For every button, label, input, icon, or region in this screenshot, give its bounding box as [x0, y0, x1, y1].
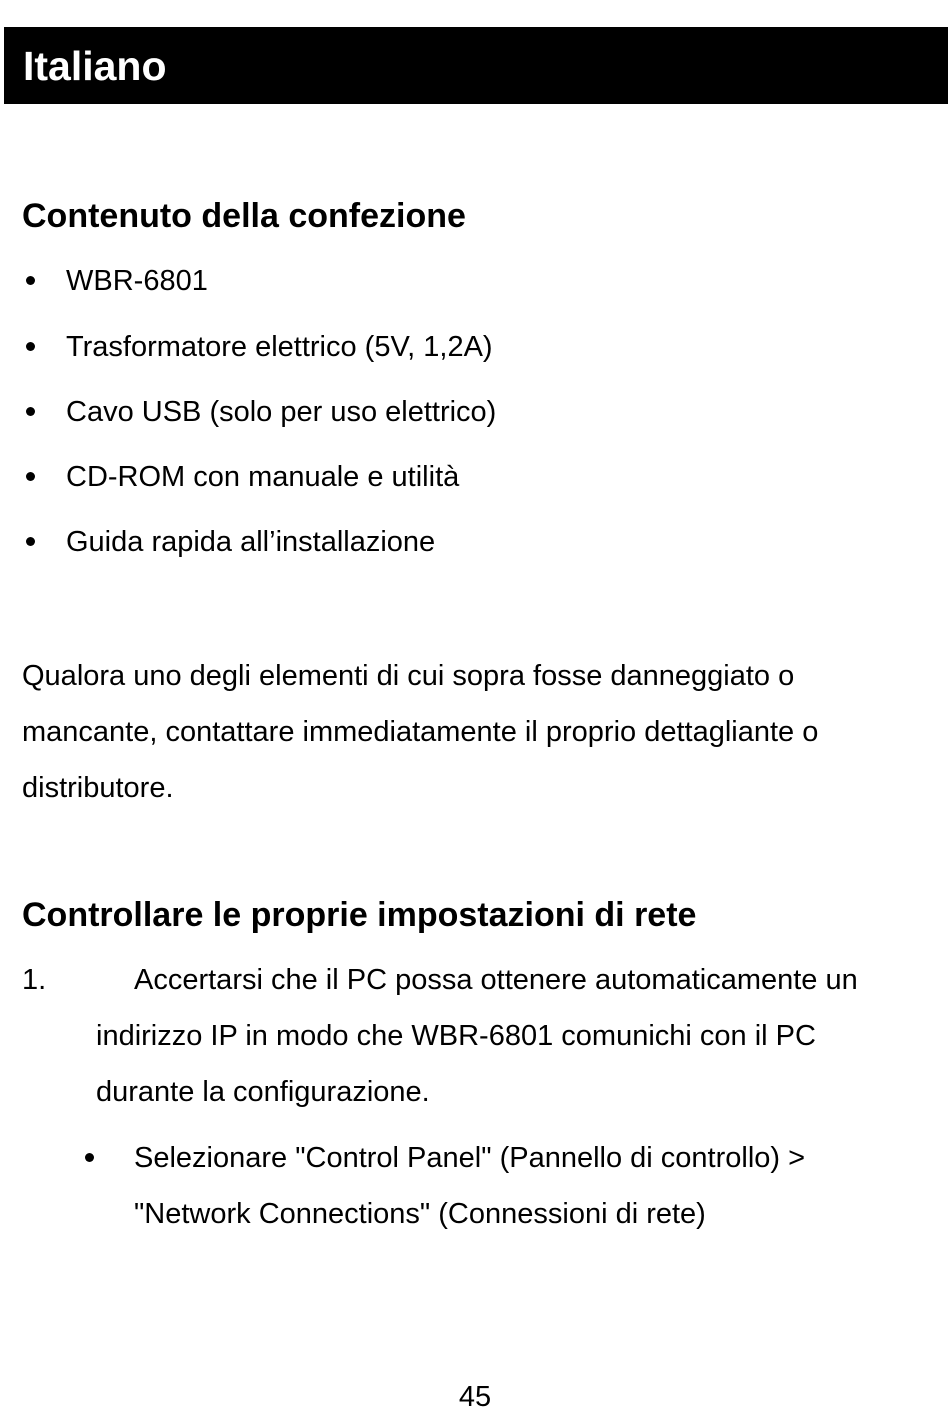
missing-items-note	[22, 648, 922, 816]
bullet-icon	[26, 537, 35, 546]
step-text	[96, 952, 926, 1120]
list-item	[0, 522, 950, 562]
sub-bullet-item	[0, 1130, 950, 1250]
sub-bullet-text	[134, 1130, 805, 1242]
list-item	[0, 327, 950, 367]
list-item-text: Trasformatore elettrico (5V, 1,2A)	[66, 331, 493, 363]
step-line: Accertarsi che il PC possa ottenere automaticamente un	[134, 964, 858, 996]
package-contents-heading: Contenuto della confezione	[22, 197, 466, 235]
note-line: Qualora uno degli elementi di cui sopra fosse danneggiato o	[22, 660, 795, 692]
network-settings-heading: Controllare le proprie impostazioni di rete	[22, 896, 697, 934]
list-item	[0, 457, 950, 497]
list-item-text: CD-ROM con manuale e utilità	[66, 461, 460, 493]
list-item-text: WBR-6801	[66, 265, 208, 297]
list-item-text: Cavo USB (solo per uso elettrico)	[66, 396, 497, 428]
bullet-icon	[85, 1153, 94, 1162]
list-item	[0, 261, 950, 301]
sub-bullet-line: Selezionare "Control Panel" (Pannello di controllo) >	[134, 1142, 806, 1174]
bullet-icon	[26, 342, 35, 351]
bullet-icon	[26, 276, 35, 285]
step-number: 1.	[22, 964, 47, 996]
note-line: mancante, contattare immediatamente il proprio dettagliante o	[22, 716, 819, 748]
language-header-bar	[4, 27, 948, 104]
step-line: durante la configurazione.	[96, 1076, 430, 1108]
list-item	[0, 392, 950, 432]
sub-bullet-line: "Network Connections" (Connessioni di rete)	[134, 1198, 706, 1230]
page-number: 45	[458, 1381, 492, 1413]
bullet-icon	[26, 472, 35, 481]
list-item-text: Guida rapida all’installazione	[66, 526, 436, 558]
note-line: distributore.	[22, 772, 174, 804]
step-line: indirizzo IP in modo che WBR-6801 comunichi con il PC	[96, 1020, 816, 1052]
language-title: Italiano	[23, 43, 167, 89]
bullet-icon	[26, 407, 35, 416]
